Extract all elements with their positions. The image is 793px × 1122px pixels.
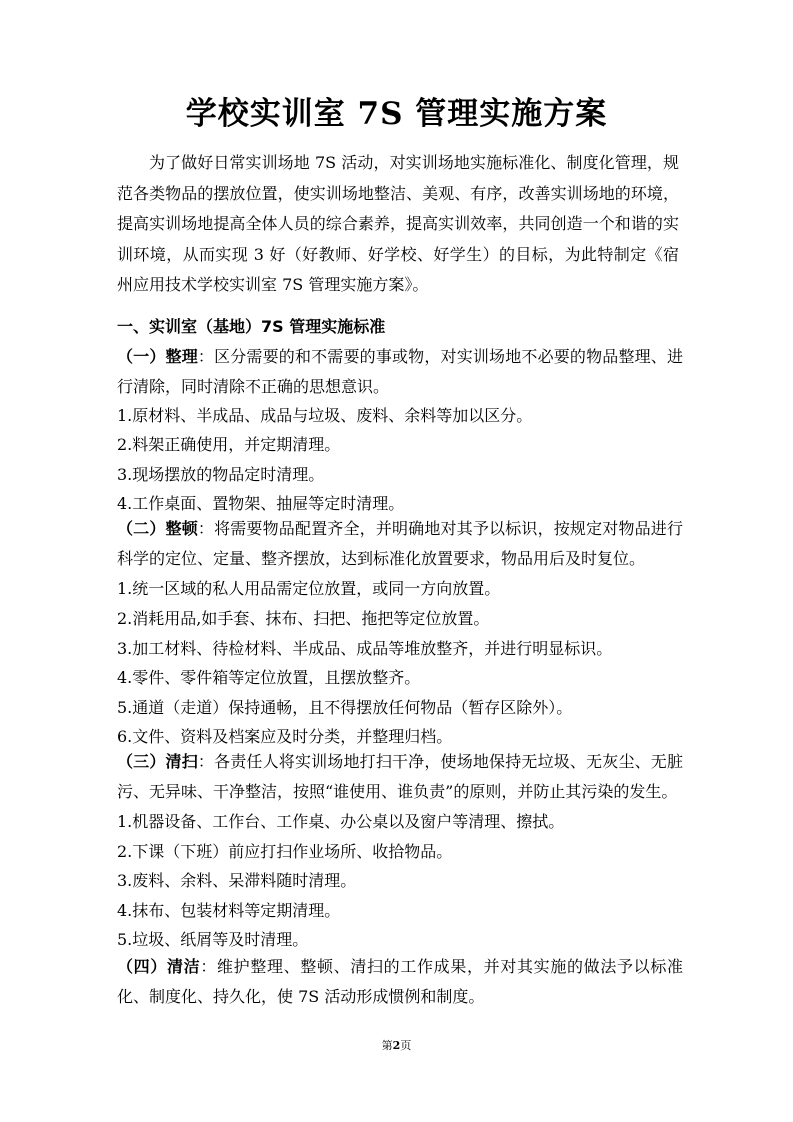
subsection-sort (117, 342, 683, 402)
page-number-prefix: 第 (381, 1039, 393, 1052)
list-item: 2.下课（下班）前应打扫作业场所、收拾物品。 (117, 842, 453, 861)
subsection-sort-text: ：区分需要的和不需要的事或物，对实训场地不必要的物品整理、进行清除，同时清除不正确的思想意识。 (117, 347, 683, 396)
list-item: 3.废料、余料、呆滞料随时清理。 (117, 871, 357, 890)
list-item: 5.垃圾、纸屑等及时清理。 (117, 930, 309, 949)
subsection-arrange-text: ：将需要物品配置齐全，并明确地对其予以标识，按规定对物品进行科学的定位、定量、整齐摆放，达到标准化放置要求，物品用后及时复位。 (117, 519, 683, 568)
page-number-suffix: 页 (400, 1039, 412, 1052)
list-item: 3.现场摆放的物品定时清理。 (117, 465, 325, 484)
list-item: 3.加工材料、待检材料、半成品、成品等堆放整齐，并进行明显标识。 (117, 639, 613, 658)
subsection-clean-label: （四）清洁 (117, 957, 201, 976)
list-item: 2.料架正确使用，并定期清理。 (117, 435, 341, 454)
page-number (0, 1037, 793, 1053)
document-title: 学校实训室 7S 管理实施方案 (185, 96, 608, 132)
intro-paragraph: 为了做好日常实训场地 7S 活动，对实训场地实施标准化、制度化管理，规范各类物品的摆放位置，使实训场地整洁、美观、有序，改善实训场地的环境，提高实训场地提高全体人员的综合素养，提高实训效率，共同创造一个和谐的实训环境，从而实现 3 好（好教师、好学校、好学生）的目标，为此特制定《宿州应用技术学校实训室 7S 管理实施方案》。 (117, 153, 679, 294)
list-item: 6.文件、资料及档案应及时分类，并整理归档。 (117, 727, 453, 746)
list-item: 2.消耗用品,如手套、抹布、扫把、拖把等定位放置。 (117, 609, 490, 628)
subsection-sweep (117, 747, 683, 807)
list-item: 1.机器设备、工作台、工作桌、办公桌以及窗户等清理、擦拭。 (117, 812, 565, 831)
list-item: 4.工作桌面、置物架、抽屉等定时清理。 (117, 494, 405, 513)
subsection-sweep-label: （三）清扫 (117, 752, 198, 771)
subsection-sweep-text: ：各责任人将实训场地打扫干净，使场地保持无垃圾、无灰尘、无脏污、无异味、干净整洁，按照“谁使用、谁负责”的原则，并防止其污染的发生。 (117, 752, 683, 801)
list-item: 1.统一区域的私人用品需定位放置，或同一方向放置。 (117, 579, 501, 598)
section-heading: 一、实训室（基地）7S 管理实施标准 (117, 317, 386, 336)
subsection-sort-label: （一）整理 (117, 347, 198, 366)
list-item: 1.原材料、半成品、成品与垃圾、废料、余料等加以区分。 (117, 406, 533, 425)
list-item: 5.通道（走道）保持通畅，且不得摆放任何物品（暂存区除外）。 (117, 698, 573, 717)
subsection-arrange (117, 514, 683, 574)
subsection-arrange-label: （二）整顿 (117, 519, 198, 538)
list-item: 4.抹布、包装材料等定期清理。 (117, 901, 341, 920)
list-item: 4.零件、零件箱等定位放置，且摆放整齐。 (117, 668, 421, 687)
page-number-value: 2 (392, 1039, 401, 1052)
subsection-clean (117, 952, 683, 1012)
subsection-clean-text: ：维护整理、整顿、清扫的工作成果，并对其实施的做法予以标准化、制度化、持久化，使 7S 活动形成惯例和制度。 (117, 957, 683, 1006)
